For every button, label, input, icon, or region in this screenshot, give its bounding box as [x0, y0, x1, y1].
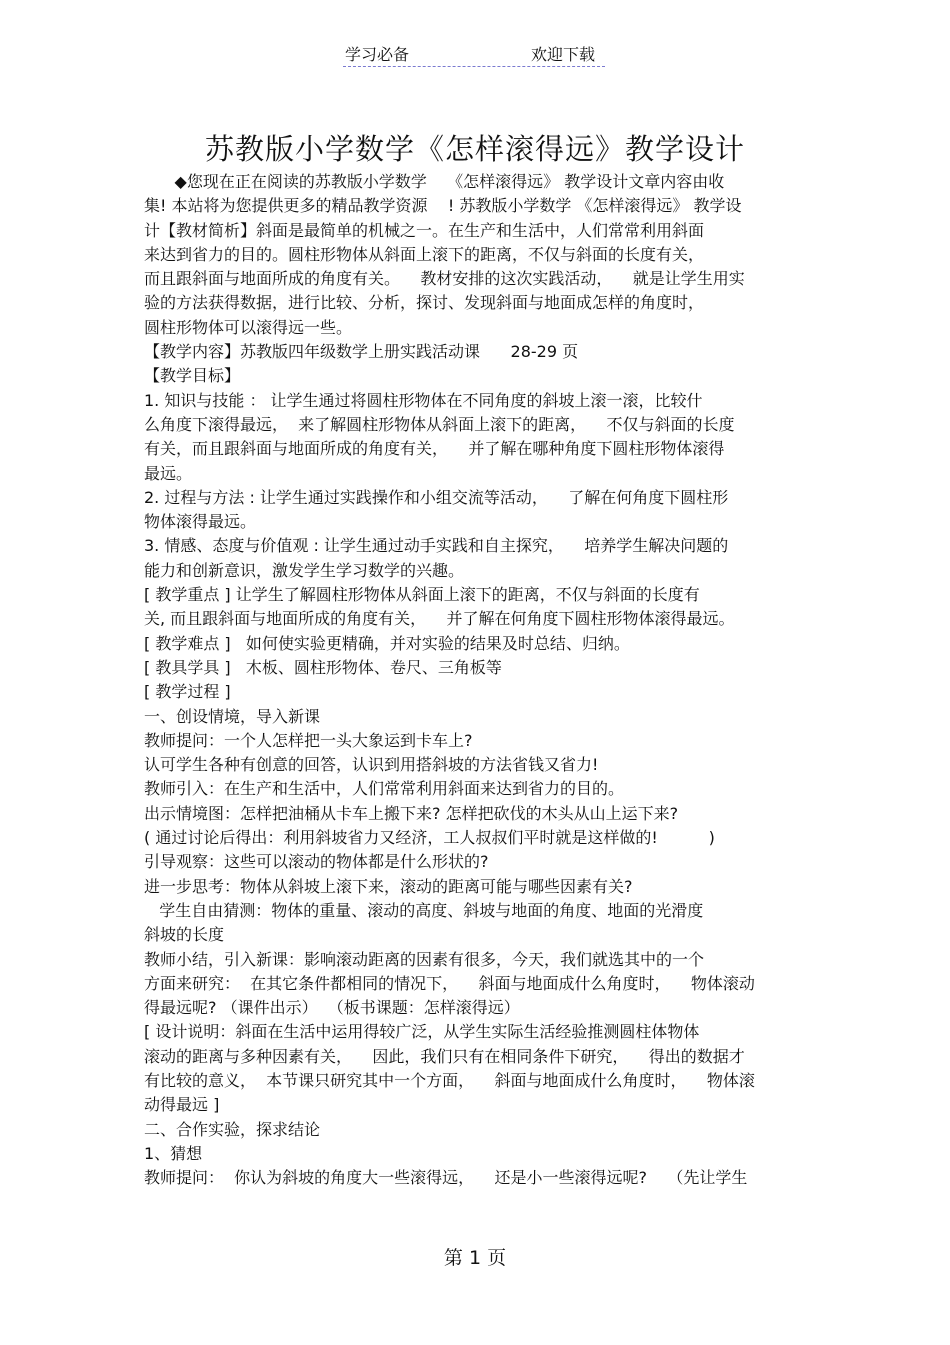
body-line: 么角度下滚得最远， 来了解圆柱形物体从斜面上滚下的距离， 不仅与斜面的长度: [144, 414, 735, 434]
body-line: 一、创设情境，导入新课: [144, 706, 321, 726]
body-line: 关, 而且跟斜面与地面所成的角度有关， 并了解在何角度下圆柱形物体滚得最远。: [144, 609, 735, 629]
body-line: 1. 知识与技能 ： 让学生通过将圆柱形物体在不同角度的斜坡上滚一滚，比较什: [144, 390, 703, 410]
body-line: [ 设计说明：斜面在生活中运用得较广泛，从学生实际生活经验推测圆柱体物体: [144, 1022, 700, 1042]
body-line: 教师小结，引入新课：影响滚动距离的因素有很多，今天，我们就选其中的一个: [144, 949, 705, 969]
body-line: 有关，而且跟斜面与地面所成的角度有关， 并了解在哪种角度下圆柱形物体滚得: [144, 439, 725, 459]
body-line: 圆柱形物体可以滚得远一些。: [144, 317, 353, 337]
body-line: 二、合作实验，探求结论: [144, 1119, 321, 1139]
body-line: ◆您现在正在阅读的苏教版小学数学 《怎样滚得远》 教学设计文章内容由收: [144, 172, 725, 191]
body-line: 教师提问：一个人怎样把一头大象运到卡车上?: [144, 730, 473, 750]
body-line: 认可学生各种有创意的回答，认识到用搭斜坡的方法省钱又省力!: [144, 755, 599, 775]
header-left-text: 学习必备: [345, 45, 410, 64]
body-line: 而且跟斜面与地面所成的角度有关。 教材安排的这次实践活动， 就是让学生用实: [144, 269, 745, 289]
document-title: 苏教版小学数学《怎样滚得远》教学设计: [204, 132, 745, 166]
body-line: 能力和创新意识，激发学生学习数学的兴趣。: [144, 560, 465, 580]
header-right-text: 欢迎下载: [531, 45, 596, 64]
body-line: 有比较的意义， 本节课只研究其中一个方面， 斜面与地面成什么角度时， 物体滚: [144, 1070, 755, 1090]
body-line: 引导观察：这些可以滚动的物体都是什么形状的?: [144, 852, 489, 872]
body-line: 教师引入：在生产和生活中，人们常常利用斜面来达到省力的目的。: [144, 779, 625, 799]
document-body: [144, 170, 814, 1190]
body-line: [ 教学重点 ] 让学生了解圆柱形物体从斜面上滚下的距离，不仅与斜面的长度有: [144, 585, 700, 605]
body-line: 3. 情感、态度与价值观 : 让学生通过动手实践和自主探究， 培养学生解决问题的: [144, 536, 729, 556]
running-header: [343, 42, 605, 67]
body-line: [ 教具学具 ] 木板、圆柱形物体、卷尺、三角板等: [144, 657, 502, 677]
body-line: ( 通过讨论后得出：利用斜坡省力又经济，工人叔叔们平时就是这样做的! ): [144, 828, 715, 848]
body-line: 进一步思考：物体从斜坡上滚下来，滚动的距离可能与哪些因素有关?: [144, 876, 633, 896]
body-line: 2. 过程与方法 : 让学生通过实践操作和小组交流等活动， 了解在何角度下圆柱形: [144, 487, 729, 507]
body-line: 滚动的距离与多种因素有关， 因此，我们只有在相同条件下研究， 得出的数据才: [144, 1046, 745, 1066]
body-line: 方面来研究： 在其它条件都相同的情况下， 斜面与地面成什么角度时， 物体滚动: [144, 973, 755, 993]
body-line: 物体滚得最远。: [144, 512, 257, 532]
body-line: 1、猜想: [144, 1143, 203, 1163]
body-line: 教师提问： 你认为斜坡的角度大一些滚得远， 还是小一些滚得远呢? （先让学生: [144, 1168, 748, 1188]
body-line: 验的方法获得数据，进行比较、分析，探讨、发现斜面与地面成怎样的角度时，: [144, 293, 705, 313]
body-line: [ 教学难点 ] 如何使实验更精确，并对实验的结果及时总结、归纳。: [144, 633, 630, 653]
body-line: 得最远呢? （课件出示） （板书课题：怎样滚得远）: [144, 998, 520, 1018]
body-line: 学生自由猜测：物体的重量、滚动的高度、斜坡与地面的角度、地面的光滑度: [144, 900, 704, 920]
body-line: 斜坡的长度: [144, 925, 225, 945]
body-line: 最远。: [144, 463, 193, 483]
body-line: 【教学目标】: [144, 366, 241, 386]
body-line: 【教学内容】苏教版四年级数学上册实践活动课 28-29 页: [144, 342, 579, 362]
body-line: 动得最远 ]: [144, 1095, 220, 1115]
body-line: [ 教学过程 ]: [144, 682, 231, 702]
body-line: 来达到省力的目的。圆柱形物体从斜面上滚下的距离，不仅与斜面的长度有关，: [144, 244, 705, 264]
body-line: 出示情境图：怎样把油桶从卡车上搬下来? 怎样把砍伐的木头从山上运下来?: [144, 803, 679, 823]
page-number: 第 1 页: [443, 1247, 507, 1269]
body-line: 集! 本站将为您提供更多的精品教学资源 ! 苏教版小学数学 《怎样滚得远》 教学设: [144, 196, 742, 216]
body-line: 计【教材简析】斜面是最简单的机械之一。在生产和生活中，人们常常利用斜面: [144, 220, 705, 240]
